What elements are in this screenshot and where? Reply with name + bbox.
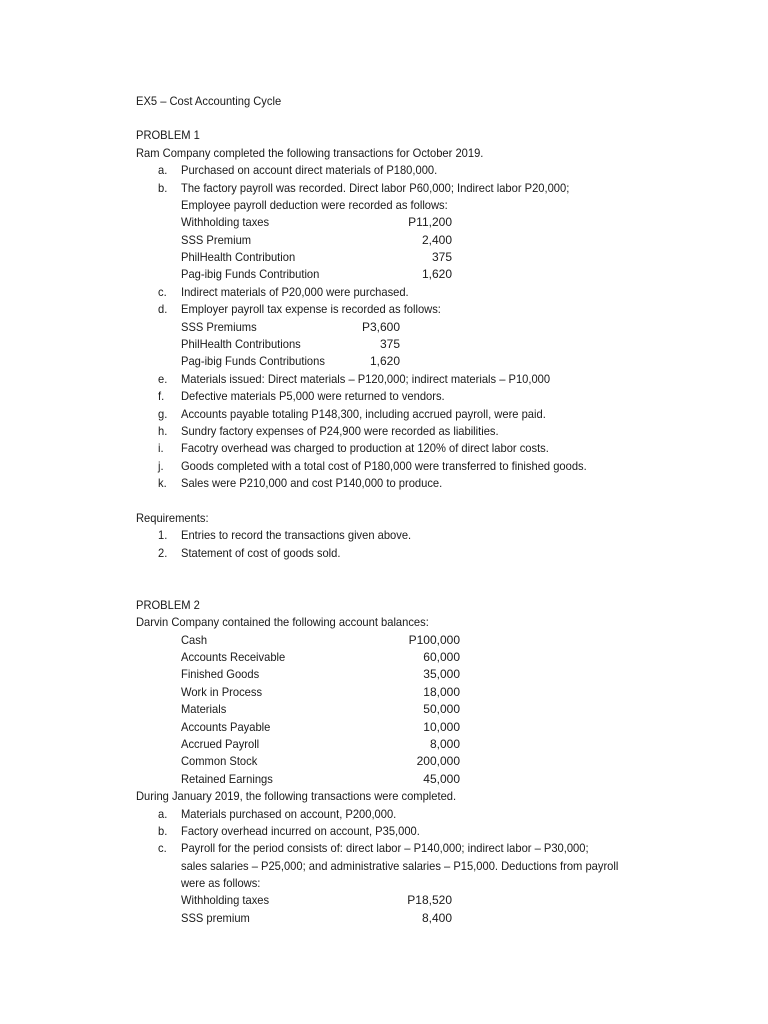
deduction-amount: 1,620 (421, 267, 452, 281)
item-marker: d. (158, 302, 168, 316)
requirement-text: Entries to record the transactions given above. (181, 528, 412, 542)
balance-amount: 10,000 (423, 720, 460, 734)
deduction-label: SSS premium (181, 911, 250, 925)
requirement-marker: 1. (158, 528, 168, 542)
balance-amount: 45,000 (423, 772, 460, 786)
item-text: Materials issued: Direct materials – P120,000; indirect materials – P10,000 (181, 372, 551, 386)
tax-amount: 375 (379, 337, 400, 351)
balance-label: Common Stock (181, 754, 258, 768)
balance-label: Finished Goods (181, 667, 260, 681)
balance-label: Accrued Payroll (181, 737, 260, 751)
requirements-heading: Requirements: (136, 511, 209, 525)
deduction-amount: P11,200 (408, 215, 452, 229)
deduction-amount: 8,400 (421, 911, 452, 925)
balance-amount: 8,000 (429, 737, 460, 751)
balance-amount: 60,000 (423, 650, 460, 664)
balance-label: Materials (181, 702, 227, 716)
item-marker: a. (158, 807, 168, 821)
item-marker: b. (158, 824, 168, 838)
item-marker: a. (158, 163, 168, 177)
item-text: sales salaries – P25,000; and administrative salaries – P15,000. Deductions from payroll (181, 859, 619, 873)
item-text: Purchased on account direct materials of P180,000. (181, 163, 438, 177)
deduction-label: Withholding taxes (181, 215, 270, 229)
item-marker: c. (158, 285, 167, 299)
problem2-intro: Darvin Company contained the following account balances: (136, 615, 429, 629)
item-text: Sales were P210,000 and cost P140,000 to produce. (181, 476, 443, 490)
balance-label: Accounts Payable (181, 720, 271, 734)
problem2-intro2: During January 2019, the following transactions were completed. (136, 789, 457, 803)
item-text: Factory overhead incurred on account, P35,000. (181, 824, 420, 838)
balance-amount: 50,000 (423, 702, 460, 716)
item-marker: f. (158, 389, 165, 403)
balance-amount: 35,000 (423, 667, 460, 681)
problem1-intro: Ram Company completed the following transactions for October 2019. (136, 146, 484, 160)
deduction-amount: P18,520 (407, 893, 452, 907)
balance-label: Accounts Receivable (181, 650, 286, 664)
item-marker: g. (158, 407, 168, 421)
problem2-heading: PROBLEM 2 (136, 598, 200, 612)
item-marker: k. (158, 476, 167, 490)
item-marker: c. (158, 841, 167, 855)
item-text: were as follows: (181, 876, 261, 890)
tax-label: PhilHealth Contributions (181, 337, 301, 351)
problem1-heading: PROBLEM 1 (136, 128, 200, 142)
deduction-label: Withholding taxes (181, 893, 270, 907)
tax-label: SSS Premiums (181, 320, 257, 334)
deduction-amount: 2,400 (421, 233, 452, 247)
deduction-label: SSS Premium (181, 233, 252, 247)
balance-amount: 200,000 (416, 754, 460, 768)
item-text: Sundry factory expenses of P24,900 were recorded as liabilities. (181, 424, 499, 438)
item-marker: h. (158, 424, 168, 438)
tax-amount: 1,620 (369, 354, 400, 368)
balance-amount: P100,000 (408, 633, 460, 647)
item-text: Facotry overhead was charged to production at 120% of direct labor costs. (181, 441, 549, 455)
tax-label: Pag-ibig Funds Contributions (181, 354, 325, 368)
item-text: Employee payroll deduction were recorded as follows: (181, 198, 448, 212)
item-marker: i. (158, 441, 164, 455)
balance-amount: 18,000 (423, 685, 460, 699)
item-text: Payroll for the period consists of: direct labor – P140,000; indirect labor – P30,000; (181, 841, 589, 855)
item-marker: e. (158, 372, 168, 386)
item-text: Accounts payable totaling P148,300, including accrued payroll, were paid. (181, 407, 546, 421)
item-marker: j. (158, 459, 164, 473)
item-marker: b. (158, 181, 168, 195)
balance-label: Cash (181, 633, 208, 647)
balance-label: Work in Process (181, 685, 263, 699)
deduction-label: Pag-ibig Funds Contribution (181, 267, 320, 281)
tax-amount: P3,600 (361, 320, 400, 334)
document-title: EX5 – Cost Accounting Cycle (136, 94, 282, 108)
item-text: Goods completed with a total cost of P180,000 were transferred to finished goods. (181, 459, 587, 473)
deduction-label: PhilHealth Contribution (181, 250, 296, 264)
item-text: Materials purchased on account, P200,000. (181, 807, 397, 821)
item-text: Indirect materials of P20,000 were purchased. (181, 285, 409, 299)
deduction-amount: 375 (431, 250, 452, 264)
requirement-marker: 2. (158, 546, 168, 560)
balance-label: Retained Earnings (181, 772, 273, 786)
requirement-text: Statement of cost of goods sold. (181, 546, 341, 560)
item-text: Defective materials P5,000 were returned to vendors. (181, 389, 445, 403)
item-text: The factory payroll was recorded. Direct labor P60,000; Indirect labor P20,000; (181, 181, 570, 195)
item-text: Employer payroll tax expense is recorded as follows: (181, 302, 441, 316)
